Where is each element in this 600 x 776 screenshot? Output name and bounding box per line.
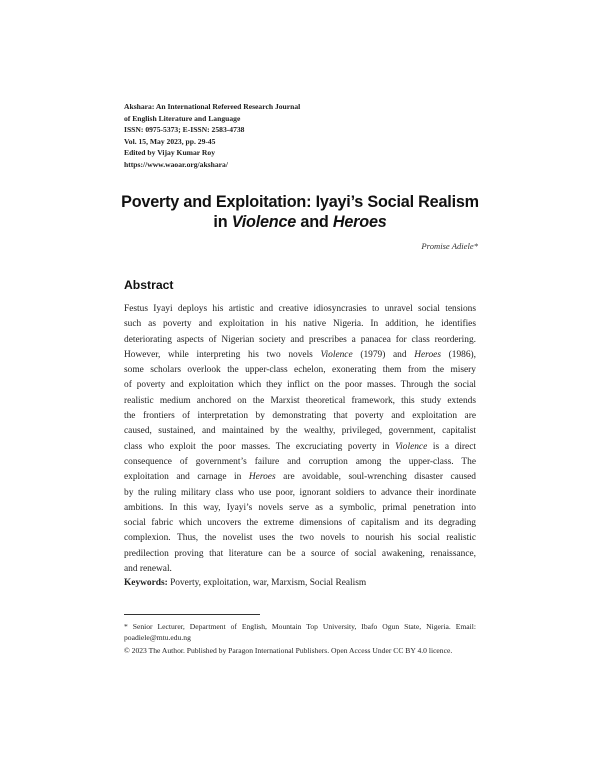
keywords-label: Keywords: (124, 578, 168, 588)
journal-header (124, 101, 484, 171)
abstract-italic: Heroes (248, 472, 276, 483)
journal-url[interactable]: https://www.waoar.org/akshara/ (124, 159, 228, 169)
abstract-line (124, 440, 476, 455)
abstract-text: are avoidable, soul-wrenching disaster caused (275, 472, 476, 483)
abstract-line: consequence of government’s failure and corruption among the upper-class. The (124, 456, 476, 467)
title-line-1: Poverty and Exploitation: Iyayi’s Social Realism (121, 193, 479, 211)
abstract-line: caused, sustained, and maintained by the wealthy, privileged, government, capitalist (124, 426, 476, 437)
author-affiliation-footnote: * Senior Lecturer, Department of English, Mountain Top University, Ibafo Ogun State, Nigeria. Email: poadiele@mtu.edu.ng (124, 622, 476, 643)
abstract-text: (1979) and (352, 349, 415, 360)
abstract-line (124, 470, 476, 485)
abstract-line: some scholars overlook the upper-class echelon, exonerating them from the misery (124, 365, 476, 376)
abstract-line: complexion. Thus, the novelist uses the two novels to nourish his social realistic (124, 533, 476, 544)
keywords (124, 578, 476, 588)
footnotes (124, 621, 476, 659)
abstract-line: deteriorating aspects of Nigerian society and prescribes a panacea for class reordering. (124, 334, 476, 345)
paper-title (110, 192, 490, 232)
abstract-text: exploitation and carnage in (124, 472, 249, 483)
abstract-line: of poverty and exploitation which they inflict on the poor masses. Through the social (124, 380, 476, 391)
journal-issn: ISSN: 0975-5373; E-ISSN: 2583-4738 (124, 125, 245, 135)
footnote-divider (124, 614, 260, 615)
journal-volume: Vol. 15, May 2023, pp. 29-45 (124, 136, 216, 146)
title-text: in (213, 213, 232, 231)
title-line-2 (110, 212, 490, 232)
abstract-body (124, 302, 476, 577)
abstract-text: (1986), (440, 349, 476, 360)
abstract-line: ambitions. In this way, Iyayi’s novels serve as a symbolic, primal penetration into (124, 502, 476, 513)
abstract-line: social fabric which uncovers the extreme dimensions of capitalism and its degrading (124, 518, 476, 529)
abstract-line: such as poverty and exploitation in his native Nigeria. In addition, he identifies (124, 319, 476, 330)
journal-editor: Edited by Vijay Kumar Roy (124, 148, 215, 158)
abstract-line: by the ruling military class who use poor, ignorant soldiers to advance their inordinate (124, 487, 476, 498)
abstract-heading: Abstract (124, 278, 174, 292)
abstract-italic: Heroes (414, 349, 441, 360)
abstract-line: Festus Iyayi deploys his artistic and creative idiosyncrasies to unravel social tensions (124, 304, 476, 314)
license-footnote: © 2023 The Author. Published by Paragon International Publishers. Open Access Under CC BY 4.0 licence. (124, 646, 453, 656)
abstract-line: and renewal. (124, 564, 172, 575)
abstract-line: predilection proving that literature can be a source of social awakening, renaissance, (124, 548, 476, 559)
abstract-text: class who exploit the poor masses. The excruciating poverty in (124, 441, 396, 452)
abstract-italic: Violence (320, 349, 353, 360)
abstract-line: realistic medium anchored on the Marxist theoretical framework, this study extends (124, 395, 476, 406)
title-violence: Violence (231, 213, 297, 231)
author-name: Promise Adiele* (421, 241, 478, 251)
keywords-list: Poverty, exploitation, war, Marxism, Social Realism (167, 578, 367, 588)
title-heroes: Heroes (332, 213, 387, 231)
journal-subtitle: of English Literature and Language (124, 113, 241, 123)
abstract-line (124, 348, 476, 363)
journal-name: Akshara: An International Refereed Research Journal (124, 102, 301, 111)
abstract-text: However, while interpreting his two novels (124, 349, 321, 360)
abstract-text: is a direct (427, 441, 476, 452)
abstract-italic: Violence (395, 441, 428, 452)
abstract-line: the frontiers of interpretation by demonstrating that poverty and exploitation are (124, 411, 476, 422)
title-text: and (296, 213, 333, 231)
